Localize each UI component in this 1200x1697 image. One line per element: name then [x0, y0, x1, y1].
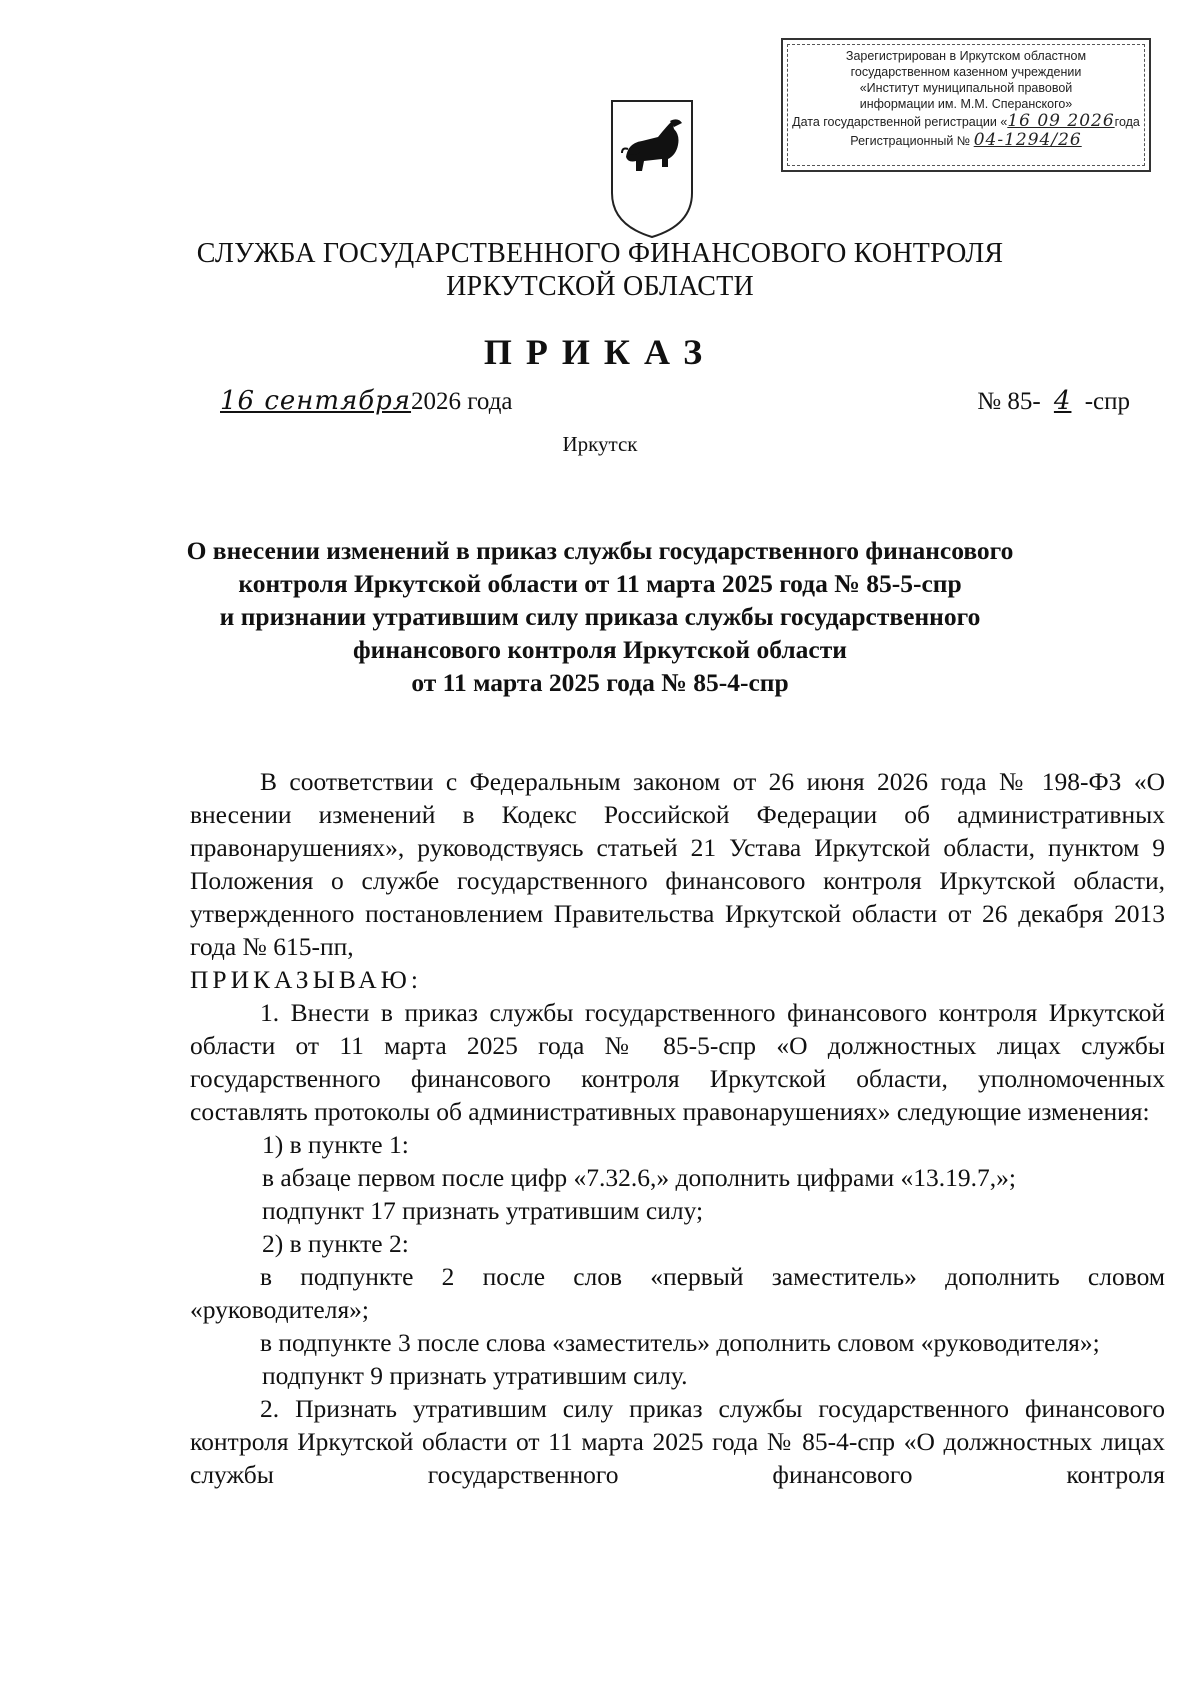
preamble-paragraph: В соответствии с Федеральным законом от 26 июня 2026 года № 198-ФЗ «О внесении изменений в Кодекс Российской Федерации об административных правонарушениях», руководствуясь статьей 21 Устава Иркутской области, пунктом 9 Положения о службе государственного финансового контроля Иркутской области, утвержденного постановлением Правительства Иркутской области от 26 декабря 2013 года № 615-пп, — [190, 767, 1165, 961]
stamp-reg-number — [783, 132, 1149, 149]
stamp-line-2: государственном казенном учреждении — [850, 65, 1082, 79]
city-name: Иркутск — [562, 432, 638, 456]
subject-line-1: О внесении изменений в приказ службы государственного финансового — [186, 536, 1014, 565]
subject-line-3: и признании утратившим силу приказа службы государственного — [219, 602, 981, 631]
stamp-reg-date — [783, 113, 1149, 130]
order-number-suffix: -спр — [1084, 388, 1130, 415]
document-type-title: ПРИКАЗ — [483, 332, 717, 372]
registration-stamp — [781, 38, 1151, 172]
item-1-subitem-2: 2) в пункте 2: — [262, 1229, 409, 1258]
agency-name-line-1: СЛУЖБА ГОСУДАРСТВЕННОГО ФИНАНСОВОГО КОНТРОЛЯ — [196, 238, 1004, 269]
item-1-paragraph: 1. Внести в приказ службы государственного финансового контроля Иркутской области от 11 марта 2025 года № 85-5-спр «О должностных лицах службы государственного финансового контроля Иркутской области, уполномоченных составлять протоколы об административных правонарушениях» следующие изменения: — [190, 998, 1165, 1126]
order-subject — [150, 534, 1050, 699]
stamp-line-3: «Институт муниципальной правовой — [859, 81, 1073, 95]
item-1-subitem-1: 1) в пункте 1: — [262, 1130, 409, 1159]
order-body — [190, 765, 1165, 1491]
stamp-reg-date-label: Дата государственной регистрации « — [792, 115, 1008, 129]
subject-line-5: от 11 марта 2025 года № 85-4-спр — [411, 668, 789, 697]
item-1-subitem-1a: в абзаце первом после цифр «7.32.6,» дополнить цифрами «13.19.7,»; — [262, 1163, 1016, 1192]
order-date-year: 2026 года — [411, 388, 513, 415]
subject-line-2: контроля Иркутской области от 11 марта 2025 года № 85-5-спр — [238, 569, 962, 598]
item-1-subitem-1b: подпункт 17 признать утратившим силу; — [262, 1196, 704, 1225]
coat-of-arms-icon — [608, 97, 696, 241]
stamp-line-4: информации им. М.М. Сперанского» — [859, 97, 1073, 111]
subject-line-4: финансового контроля Иркутской области — [353, 635, 847, 664]
stamp-line-1: Зарегистрирован в Иркутском областном — [845, 49, 1087, 63]
order-number — [977, 384, 1130, 419]
order-date-handwritten: 16 сентября — [220, 386, 412, 416]
stamp-reg-number-label: Регистрационный № — [850, 134, 971, 148]
item-1-subitem-2b: в подпункте 3 после слова «заместитель» дополнить словом «руководителя»; — [260, 1328, 1100, 1357]
item-1-subitem-2c: подпункт 9 признать утратившим силу. — [262, 1361, 688, 1390]
stamp-reg-date-handwritten: 16 09 2026 — [1007, 111, 1115, 131]
order-number-prefix: № 85- — [977, 388, 1041, 415]
item-1-subitem-2a: в подпункте 2 после слов «первый заместитель» дополнить словом «руководителя»; — [190, 1262, 1165, 1324]
order-date — [220, 384, 513, 419]
order-word: ПРИКАЗЫВАЮ: — [190, 965, 422, 994]
agency-name-line-2: ИРКУТСКОЙ ОБЛАСТИ — [446, 271, 754, 302]
stamp-reg-date-suffix: года — [1114, 115, 1140, 129]
item-2-paragraph: 2. Признать утратившим силу приказ службы государственного финансового контроля Иркутской области от 11 марта 2025 года № 85-4-спр «О должностных лицах службы государственного финансового контроля — [190, 1394, 1165, 1489]
order-number-handwritten: 4 — [1053, 386, 1072, 416]
stamp-reg-number-handwritten: 04-1294/26 — [973, 130, 1082, 150]
